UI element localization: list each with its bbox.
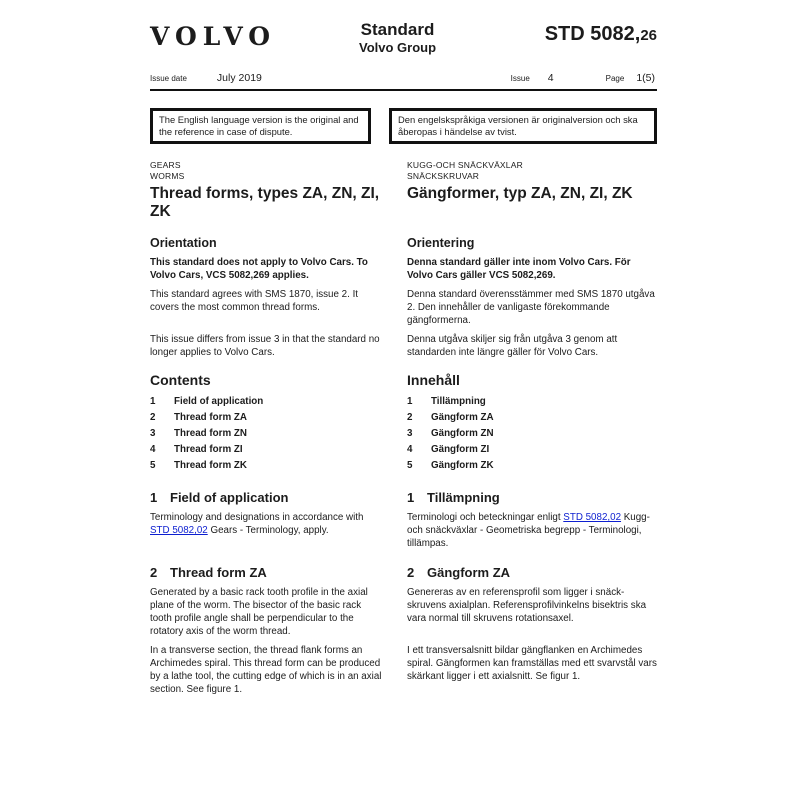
orientation-heading-sv: Orientering	[407, 236, 475, 250]
toc-item	[407, 459, 657, 472]
toc-num: 5	[407, 460, 413, 471]
toc-label: Tillämpning	[431, 396, 486, 407]
toc-label: Thread form ZA	[174, 412, 247, 423]
toc-label: Thread form ZI	[174, 444, 243, 455]
body-text: Gears - Terminology, apply.	[207, 525, 329, 536]
issue-value: 4	[547, 72, 554, 84]
section2-p2-sv: I ett transversalsnitt bildar gängflanken en Archimedes spiral. Gängformen kan framställas med ett svarvstål vars skärkant ligger i ett axialsnitt. Se figur 1.	[407, 645, 657, 682]
toc-num: 3	[407, 428, 413, 439]
body-text: Kugg- och snäckväxlar - Geometriska begrepp - Terminologi, tillämpas.	[407, 512, 650, 549]
toc-label: Gängform ZK	[431, 460, 494, 471]
section2-p1-sv: Genereras av en referensprofil som ligger i snäckskruvens axialplan. Referensprofilvinkelns bisektris ska vara normal till skruvens rotationsaxel.	[407, 587, 647, 624]
toc-item	[150, 411, 383, 424]
section1-body-en	[150, 511, 383, 550]
section-number: 1	[150, 490, 158, 505]
dispute-notices	[150, 108, 657, 144]
page-value: 1(5)	[636, 72, 655, 84]
section-title: Tillämpning	[427, 490, 500, 505]
section1-body-sv	[407, 511, 657, 550]
section2-p1-en: Generated by a basic rack tooth profile in the axial plane of the worm. The bisector of the basic rack tooth profile angle shall be perpendicular to the rotatory axis of the worm thread.	[150, 587, 368, 637]
section2-heading-sv	[407, 565, 657, 580]
category-en-line1: GEARS	[150, 160, 181, 170]
toc-item	[407, 395, 657, 408]
toc-item	[407, 427, 657, 440]
category-sv-line1: KUGG-OCH SNÄCKVÄXLAR	[407, 160, 523, 170]
volvo-logo: VOLVO	[150, 22, 277, 51]
category-sv	[407, 160, 657, 182]
page-title-sv: Gängformer, typ ZA, ZN, ZI, ZK	[407, 185, 633, 202]
toc-item	[407, 411, 657, 424]
toc-num: 1	[150, 396, 156, 407]
toc-num: 4	[150, 444, 156, 455]
page-title-en: Thread forms, types ZA, ZN, ZI, ZK	[150, 185, 380, 220]
issue-label: Issue	[510, 74, 530, 83]
category-en	[150, 160, 383, 182]
section-title: Thread form ZA	[170, 565, 267, 580]
section1-heading-en	[150, 490, 383, 505]
doc-number-main: STD 5082,	[544, 23, 641, 45]
toc-label: Thread form ZK	[174, 460, 247, 471]
section1-heading-sv	[407, 490, 657, 505]
category-en-line2: WORMS	[150, 171, 185, 181]
orientation-p2-en: This standard agrees with SMS 1870, issue 2. It covers the most common thread forms.	[150, 289, 359, 313]
issue-meta-row	[150, 72, 657, 84]
issue-date-label: Issue date	[150, 74, 187, 83]
std-5082-02-link[interactable]: STD 5082,02	[150, 525, 208, 536]
toc-label: Gängform ZA	[431, 412, 494, 423]
std-5082-02-link[interactable]: STD 5082,02	[563, 512, 622, 523]
orientation-p3-sv: Denna utgåva skiljer sig från utgåva 3 genom att standarden inte längre gäller för Volvo Cars.	[407, 334, 618, 358]
body-text: Terminologi och beteckningar enligt	[407, 512, 564, 523]
toc-num: 5	[150, 460, 156, 471]
doc-type: Standard	[360, 20, 435, 39]
toc-item	[407, 443, 657, 456]
orientation-p3-en: This issue differs from issue 3 in that the standard no longer applies to Volvo Cars.	[150, 334, 380, 358]
section-number: 2	[150, 565, 158, 580]
orientation-p1-en: This standard does not apply to Volvo Cars. To Volvo Cars, VCS 5082,269 applies.	[150, 257, 368, 281]
toc-label: Gängform ZN	[431, 428, 494, 439]
orientation-p2-sv: Denna standard överensstämmer med SMS 1870 utgåva 2. Den innehåller de vanligaste förekommande gängformerna.	[407, 289, 655, 326]
toc-item	[150, 427, 383, 440]
contents-list-en	[150, 395, 383, 475]
category-sv-line2: SNÄCKSKRUVAR	[407, 171, 480, 181]
toc-label: Gängform ZI	[431, 444, 490, 455]
toc-label: Field of application	[174, 396, 264, 407]
doc-number	[442, 20, 657, 48]
toc-num: 3	[150, 428, 156, 439]
doc-type-block	[359, 20, 436, 56]
issue-date-value: July 2019	[216, 72, 262, 84]
page-label: Page	[605, 74, 625, 83]
contents-heading-en: Contents	[150, 372, 211, 388]
body-text: Terminology and designations in accordance with	[150, 512, 364, 523]
section2-heading-en	[150, 565, 383, 580]
section-title: Field of application	[170, 490, 289, 505]
section2-p2-en: In a transverse section, the thread flank forms an Archimedes spiral. This thread form can be produced by a lathe tool, the cutting edge of which is in an axial section. See figure 1.	[150, 645, 382, 695]
toc-item	[150, 459, 383, 472]
document-page	[150, 20, 657, 696]
toc-item	[150, 443, 383, 456]
contents-heading-sv: Innehåll	[407, 372, 460, 388]
toc-num: 2	[150, 412, 156, 423]
toc-item	[150, 395, 383, 408]
toc-label: Thread form ZN	[174, 428, 247, 439]
header-divider	[150, 89, 657, 91]
section-number: 2	[407, 565, 415, 580]
orientation-heading-en: Orientation	[150, 236, 217, 250]
contents-list-sv	[407, 395, 657, 475]
bilingual-columns	[150, 160, 657, 696]
document-header	[150, 20, 657, 56]
toc-num: 2	[407, 412, 413, 423]
toc-num: 4	[407, 444, 413, 455]
section-number: 1	[407, 490, 415, 505]
toc-num: 1	[407, 396, 413, 407]
orientation-p1-sv: Denna standard gäller inte inom Volvo Cars. För Volvo Cars gäller VCS 5082,269.	[407, 257, 631, 281]
org-name: Volvo Group	[358, 40, 437, 55]
section-title: Gängform ZA	[427, 565, 511, 580]
notice-swedish: Den engelskspråkiga versionen är originalversion och ska åberopas i händelse av tvist.	[389, 108, 657, 144]
doc-number-suffix: 26	[640, 27, 658, 44]
notice-english: The English language version is the original and the reference in case of dispute.	[150, 108, 371, 144]
